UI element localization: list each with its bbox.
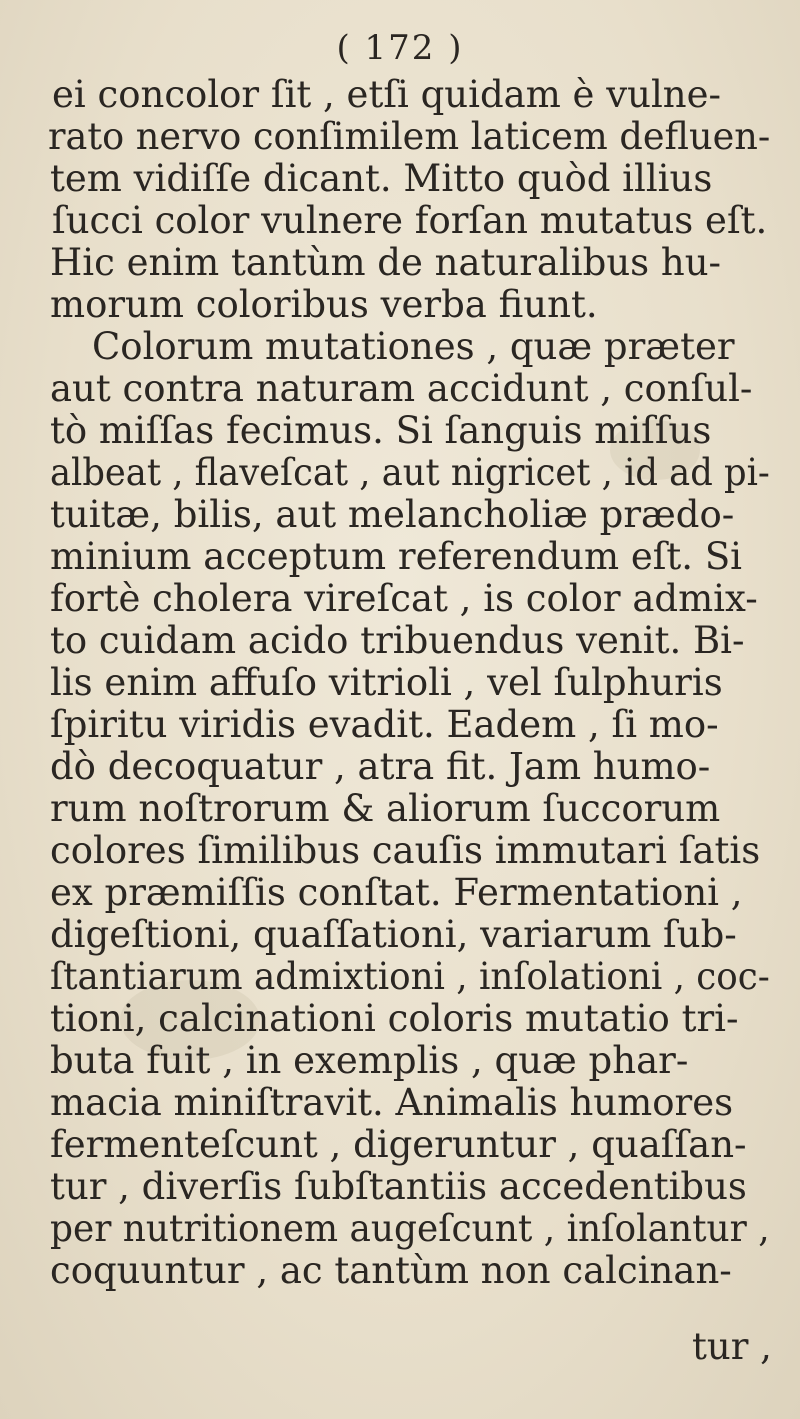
text-line: ei concolor ſit , etſi quidam è vulne- <box>52 73 721 116</box>
text-line: colores ſimilibus cauſis immutari ſatis <box>50 829 761 872</box>
text-line: tioni, calcinationi coloris mutatio tri- <box>50 997 739 1040</box>
text-line: tur , diverſis ſubſtantiis accedentibus <box>50 1165 747 1208</box>
text-line: tem vidiſſe dicant. Mitto quòd illius <box>50 157 713 200</box>
text-line: lis enim affuſo vitrioli , vel ſulphuris <box>50 661 723 704</box>
text-line: fortè cholera vireſcat , is color admix- <box>50 577 758 620</box>
text-line: dò decoquatur , atra fit. Jam humo- <box>50 745 711 788</box>
text-line: tò miſſas fecimus. Si ſanguis miſſus <box>50 409 712 452</box>
page-number: ( 172 ) <box>336 28 464 68</box>
text-line: ſtantiarum admixtioni , inſolationi , coc- <box>50 955 770 998</box>
text-line: ex præmiſſis conſtat. Fermentationi , <box>50 871 743 914</box>
text-line: buta fuit , in exemplis , quæ phar- <box>50 1039 689 1082</box>
text-line: albeat , flaveſcat , aut nigricet , id ad pi- <box>50 451 770 494</box>
text-line: fermenteſcunt , digeruntur , quaſſan- <box>50 1123 747 1166</box>
text-line: minium acceptum referendum eſt. Si <box>50 535 742 578</box>
text-line: Hic enim tantùm de naturalibus hu- <box>50 241 722 284</box>
text-line: aut contra naturam accidunt , conſul- <box>50 367 753 410</box>
text-line: ſpiritu viridis evadit. Eadem , ſi mo- <box>50 703 719 746</box>
text-line: rum noſtrorum & aliorum ſuccorum <box>50 787 721 830</box>
text-line: per nutritionem augeſcunt , inſolantur , <box>50 1207 770 1250</box>
text-line: rato nervo conſimilem laticem defluen- <box>48 115 771 158</box>
text-line: coquuntur , ac tantùm non calcinan- <box>50 1249 732 1292</box>
text-line: macia miniſtravit. Animalis humores <box>50 1081 734 1124</box>
text-line: to cuidam acido tribuendus venit. Bi- <box>50 619 745 662</box>
text-line: Colorum mutationes , quæ præter <box>92 325 735 368</box>
text-line: morum coloribus verba fiunt. <box>50 283 598 326</box>
catchword: tur , <box>692 1325 772 1368</box>
text-line: ſucci color vulnere forſan mutatus eſt. <box>52 199 768 242</box>
text-line: tuitæ, bilis, aut melancholiæ prædo- <box>50 493 735 536</box>
text-line: digeſtioni, quaſſationi, variarum ſub- <box>50 913 737 956</box>
